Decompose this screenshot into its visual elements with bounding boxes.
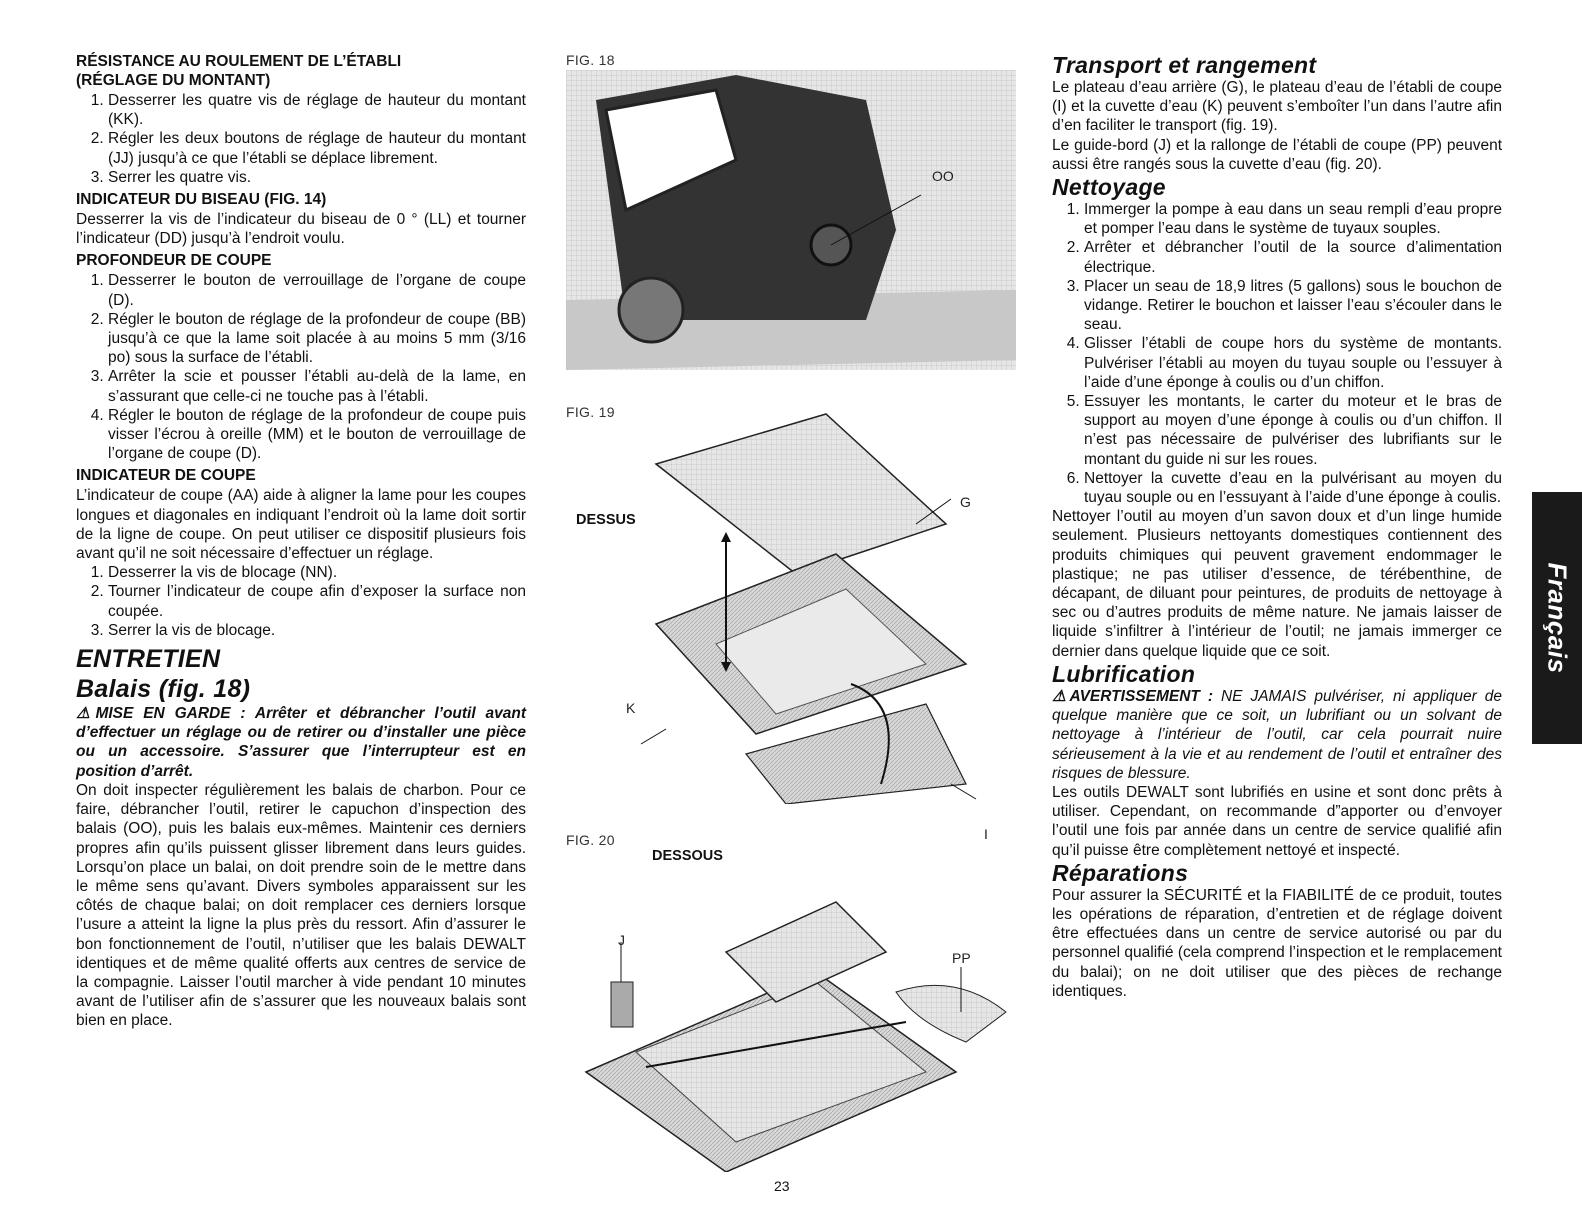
heading-profondeur: PROFONDEUR DE COUPE (76, 252, 272, 270)
heading-resistance: RÉSISTANCE AU ROULEMENT DE L’ÉTABLI (76, 53, 402, 70)
list-item: 3. Serrer les quatre vis. (108, 168, 526, 187)
fig19-callout-i: I (984, 826, 988, 842)
list-item: 1. Desserrer les quatre vis de réglage de hauteur du montant (KK). (108, 91, 526, 129)
biseau-text: Desserrer la vis de l’indicateur du biseau de 0 ° (LL) et tourner l’indicateur (DD) jusqu’à l’endroit voulu. (76, 211, 526, 248)
warning-triangle-icon: ⚠ (76, 705, 96, 723)
heading-balais: Balais (fig. 18) (76, 675, 251, 704)
heading-transport: Transport et rangement (1052, 52, 1317, 78)
heading-biseau: INDICATEUR DU BISEAU (FIG. 14) (76, 191, 327, 209)
warning-text: Arrêter et débrancher l’outil avant d’effectuer un réglage ou de retirer ou d’installer une pièce ou un accessoire. S’assurer que l’interrupteur est en position d’arrêt. (76, 705, 527, 780)
right-column (1052, 52, 1502, 1001)
heading-nettoyage: Nettoyage (1052, 174, 1166, 201)
heading-entretien: ENTRETIEN (76, 645, 221, 674)
left-column (76, 52, 526, 1031)
list-item: 5. Essuyer les montants, le carter du moteur et le bras de support au moyen d’une éponge à coulis ou d’un chiffon. Il n’est pas nécessaire de pulvériser des lubrifiants sur le montant du guide ni sur les roues. (1084, 392, 1502, 469)
list-item: 3. Arrêter la scie et pousser l’établi au-delà de la lame, en s’assurant que celle-ci ne touche pas à l’établi. (108, 367, 526, 405)
list-item: 2. Arrêter et débrancher l’outil de la source d’alimentation électrique. (1084, 238, 1502, 276)
indicateur-steps (76, 563, 526, 640)
list-item: 6. Nettoyer la cuvette d’eau en la pulvérisant au moyen du tuyau souple ou en l’essuyant à l’aide d’une éponge à coulis. (1084, 469, 1502, 507)
fig19-dessus-label: DESSUS (576, 512, 636, 528)
heading-resistance-sub: (RÉGLAGE DU MONTANT) (76, 72, 271, 89)
fig20-callout-pp: PP (952, 950, 971, 966)
lubrification-text: Les outils DEWALT sont lubrifiés en usine et sont donc prêts à utiliser. Cependant, on recommande d”apporter ou d’envoyer l’outil une fois par année dans un centre de service qualifié afin qu’il puisse être complètement nettoyé et inspecté. (1052, 783, 1502, 859)
list-item: 3. Placer un seau de 18,9 litres (5 gallons) sous le bouchon de vidange. Retirer le bouchon et laisser l’eau s’écouler dans le seau. (1084, 277, 1502, 335)
indicateur-text: L’indicateur de coupe (AA) aide à aligner la lame pour les coupes longues et diagonales en indiquant l’endroit où la lame doit sortir de la ligne de coupe. On peut utiliser ce dispositif plusieurs fois avant qu’il ne soit nécessaire d’effectuer un réglage. (76, 487, 526, 563)
transport-p1: Le plateau d’eau arrière (G), le plateau d’eau de l’établi de coupe (I) et la cuvette d’eau (K) peuvent s’emboîter l’un dans l’autre afin d’en faciliter le transport (fig. 19). (1052, 79, 1502, 135)
list-item: 4. Glisser l’établi de coupe hors du système de montants. Pulvériser l’établi au moyen du tuyau souple ou l’essuyer à l’aide d’une éponge à coulis ou d’un chiffon. (1084, 334, 1502, 392)
profondeur-steps (76, 271, 526, 463)
nettoyage-text: Nettoyer l’outil au moyen d’un savon doux et d’un linge humide seulement. Plusieurs nettoyants domestiques contiennent des produits chimiques qui peuvent gravement endommager le plastique; ne pas utiliser d’essence, de térébenthine, de décapant, de diluant pour peintures, de produits de nettoyage à sec ou d’autres produits de même nature. Ne jamais laisser de liquide s’infiltrer à l’intérieur de l’outil; ne jamais immerger ce dernier dans quelque liquide que ce soit. (1052, 508, 1502, 660)
fig19-callout-g: G (960, 494, 971, 510)
fig18-label: FIG. 18 (566, 52, 615, 68)
heading-reparations: Réparations (1052, 859, 1189, 886)
warning-triangle-icon: ⚠ (1052, 687, 1070, 705)
fig20-illustration (576, 872, 1016, 1172)
list-item: 3. Serrer la vis de blocage. (108, 621, 526, 640)
balais-text: On doit inspecter régulièrement les balais de charbon. Pour ce faire, débrancher l’outil, retirer le capuchon d’inspection des balais (OO), puis les balais eux-mêmes. Maintenir ces derniers propres afin qu’ils puissent glisser librement dans leurs guides. Lorsqu’on place un balai, on doit prendre soin de le mettre dans le même sens qu’avant. Divers symboles apparaissent sur les côtés de chaque balai; on doit remplacer ces derniers lorsque l’usure a atteint la ligne la plus près du ressort. Afin d’assurer le bon fonctionnement de l’outil, n’utiliser que les balais DEWALT identiques et de même qualité offerts aux centres de service de la compagnie. Laisser l’outil marcher à vide pendant 10 minutes avant de l’utiliser afin de s’assurer que les nouveaux balais sont bien en place. (76, 781, 526, 1030)
fig20-label: FIG. 20 (566, 832, 615, 848)
figures-column (566, 52, 1026, 1182)
avertissement-block (1052, 687, 1502, 783)
fig19-label: FIG. 19 (566, 404, 615, 420)
nettoyage-steps (1052, 200, 1502, 507)
fig20-dessous-label: DESSOUS (652, 848, 723, 864)
list-item: 2. Régler le bouton de réglage de la profondeur de coupe (BB) jusqu’à ce que la lame soit placée à au moins 5 mm (3/16 po) sous la surface de l’établi. (108, 310, 526, 368)
warning-block (76, 704, 526, 781)
resistance-steps (76, 91, 526, 187)
reparations-text: Pour assurer la SÉCURITÉ et la FIABILITÉ de ce produit, toutes les opérations de réparation, d’entretien et de réglage doivent être effectuées dans un centre de service autorisé ou par du personnel qualifié (cela comprend l’inspection et le remplacement du balai); on ne doit utiliser que des pièces de rechange identiques. (1052, 886, 1502, 1000)
list-item: 1. Immerger la pompe à eau dans un seau rempli d’eau propre et pomper l’eau dans le système de tuyaux souples. (1084, 200, 1502, 238)
transport-p2: Le guide-bord (J) et la rallonge de l’établi de coupe (PP) peuvent aussi être rangés sous la cuvette d’eau (fig. 20). (1052, 136, 1502, 173)
heading-indicateur-coupe: INDICATEUR DE COUPE (76, 467, 256, 485)
page-number: 23 (774, 1178, 790, 1194)
avertissement-text: NE JAMAIS pulvériser, ni appliquer de quelque manière que ce soit, un lubrifiant ou un solvant de nettoyage à l’intérieur de l’outil, car cela pourrait nuire sérieusement à la vie et au rendement de l’outil et entraîner des risques de blessure. (1052, 687, 1502, 782)
warning-label: MISE EN GARDE : (95, 705, 246, 723)
fig19-illustration (626, 404, 986, 804)
fig18-callout-oo: OO (932, 168, 954, 184)
fig20-callout-j: J (618, 932, 625, 948)
language-tab-label: Français (1542, 562, 1573, 674)
fig18-illustration (566, 70, 1016, 370)
list-item: 1. Desserrer le bouton de verrouillage de l’organe de coupe (D). (108, 271, 526, 309)
language-tab (1532, 492, 1582, 744)
avertissement-label: AVERTISSEMENT : (1069, 687, 1213, 705)
list-item: 2. Régler les deux boutons de réglage de hauteur du montant (JJ) jusqu’à ce que l’établi se déplace librement. (108, 129, 526, 167)
list-item: 4. Régler le bouton de réglage de la profondeur de coupe puis visser l’écrou à oreille (MM) et le bouton de verrouillage de l’organe de coupe (D). (108, 406, 526, 464)
list-item: 2. Tourner l’indicateur de coupe afin d’exposer la surface non coupée. (108, 582, 526, 620)
heading-lubrification: Lubrification (1052, 660, 1196, 687)
list-item: 1. Desserrer la vis de blocage (NN). (108, 563, 526, 582)
fig19-callout-k: K (626, 700, 636, 716)
